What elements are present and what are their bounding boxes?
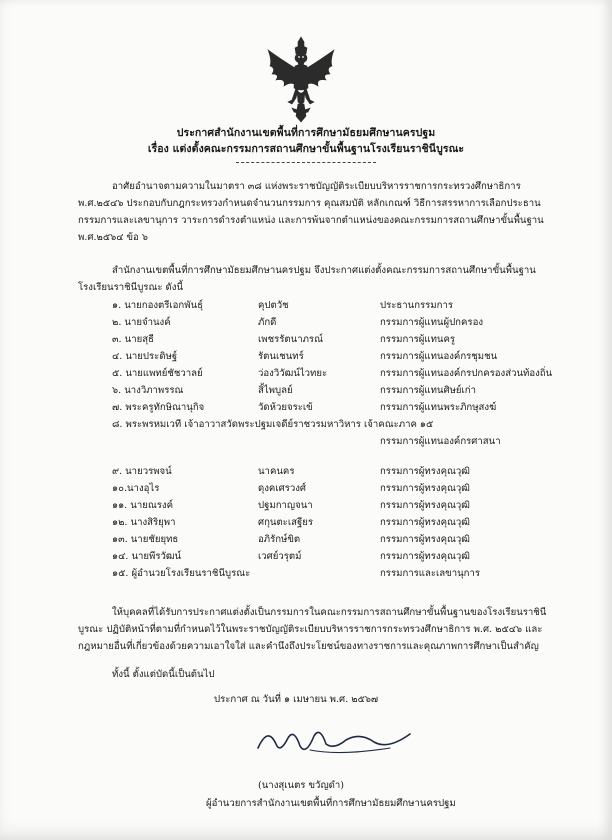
list-item bbox=[0, 383, 612, 399]
member-surname: ดุงคเศรวงศ์ bbox=[258, 483, 307, 494]
garuda-emblem bbox=[262, 36, 340, 124]
list-item bbox=[0, 464, 612, 480]
member-role: กรรมการผู้แทนองค์กรปกครองส่วนท้องถิ่น bbox=[380, 368, 553, 379]
list-item bbox=[0, 349, 612, 365]
member-name: ๗. พระครูทักษิณานุกิจ bbox=[112, 402, 205, 413]
proclamation-date: ประกาศ ณ วันที่ ๑ เมษายน พ.ศ. ๒๕๖๗ bbox=[214, 694, 379, 705]
member-role: กรรมการผู้ทรงคุณวุฒิ bbox=[380, 483, 470, 494]
member-name: ๖. นางวิภาพรรณ bbox=[112, 385, 184, 396]
member-surname: ศกุนตะเสฐียร bbox=[258, 517, 314, 528]
member-name: ๕. นายแพทย์ชัชวาลย์ bbox=[112, 368, 203, 379]
list-item bbox=[0, 481, 612, 497]
member-surname: นาคนคร bbox=[258, 466, 295, 477]
member-surname: เวศย์วรุตม์ bbox=[258, 551, 302, 562]
member-role: กรรมการผู้ทรงคุณวุฒิ bbox=[380, 551, 470, 562]
member-surname: ว่องวิวัฒน์ไวทยะ bbox=[258, 368, 328, 379]
announcement-title: ประกาศสำนักงานเขตพื้นที่การศึกษามัธยมศึกษานครปฐม bbox=[176, 127, 436, 139]
member-name: ๑๔. นายพีรวัฒน์ bbox=[112, 551, 182, 562]
list-item bbox=[0, 417, 612, 433]
paragraph-duties: ให้บุคคลที่ได้รับการประกาศแต่งตั้งเป็นกรรมการในคณะกรรมการสถานศึกษาขั้นพื้นฐานของโรงเรียนราชินีบูรณะ ปฏิบัติหน้าที่ตามที่กำหนดไว้ในพระราชบัญญัติระเบียบบริหารราชการกระทรวงศึกษาธิการ พ.ศ. ๒๕๔๖ และกฎหมายอื่นที่เกี่ยวข้องด้วยความเอาใจใส่ และคำนึงถึงประโยชน์ของทางราชการและคุณภาพการศึกษาเป็นสำคัญ bbox=[78, 607, 547, 652]
list-item bbox=[0, 549, 612, 565]
member-role: กรรมการผู้ทรงคุณวุฒิ bbox=[380, 534, 470, 545]
member-name: ๘. พระพรหมเวที เจ้าอาวาสวัดพระปฐมเจดีย์ราชวรมหาวิหาร เจ้าคณะภาค ๑๕ bbox=[112, 419, 434, 430]
member-role: กรรมการผู้แทนองค์กรศาสนา bbox=[380, 436, 501, 447]
member-surname: คุปตวัช bbox=[258, 300, 289, 311]
title-divider bbox=[236, 162, 376, 163]
announcement-subject: เรื่อง แต่งตั้งคณะกรรมการสถานศึกษาขั้นพื้นฐานโรงเรียนราชินีบูรณะ bbox=[147, 143, 465, 155]
member-name: ๑๒. นางสิริยุพา bbox=[112, 517, 176, 528]
signatory-name: (นางสุเนตร ขวัญดำ) bbox=[258, 780, 344, 791]
paragraph-effective: ทั้งนี้ ตั้งแต่บัดนี้เป็นต้นไป bbox=[112, 669, 215, 680]
member-role: กรรมการผู้ทรงคุณวุฒิ bbox=[380, 466, 470, 477]
list-item bbox=[0, 515, 612, 531]
member-name: ๑๐.นางอุไร bbox=[112, 483, 160, 494]
member-name: ๓. นายสุธี bbox=[112, 334, 154, 345]
list-item bbox=[0, 532, 612, 548]
list-item bbox=[0, 298, 612, 314]
member-role: กรรมการผู้ทรงคุณวุฒิ bbox=[380, 500, 470, 511]
member-name: ๑๓. นายชัยยุทธ bbox=[112, 534, 179, 545]
member-name: ๙. นายวรพจน์ bbox=[112, 466, 172, 477]
member-role: กรรมการผู้แทนศิษย์เก่า bbox=[380, 385, 476, 396]
list-item bbox=[0, 498, 612, 514]
member-role: กรรมการผู้แทนพระภิกษุสงฆ์ bbox=[380, 402, 497, 413]
list-item bbox=[0, 366, 612, 382]
list-item bbox=[0, 332, 612, 348]
member-name: ๑๕. ผู้อำนวยโรงเรียนราชินีบูรณะ bbox=[112, 568, 251, 579]
handwritten-signature bbox=[250, 720, 420, 760]
member-surname: เพชรรัตนาภรณ์ bbox=[258, 334, 323, 345]
member-role: กรรมการผู้แทนครู bbox=[380, 334, 456, 345]
list-item bbox=[0, 434, 612, 450]
member-name: ๒. นายจำนงค์ bbox=[112, 317, 171, 328]
member-surname: ภักดี bbox=[258, 317, 277, 328]
member-name: ๑. นายกองตรีเอกพันธุ์ bbox=[112, 300, 203, 311]
member-role: กรรมการผู้ทรงคุณวุฒิ bbox=[380, 517, 470, 528]
signatory-position: ผู้อำนวยการสำนักงานเขตพื้นที่การศึกษามัธยมศึกษานครปฐม bbox=[206, 798, 456, 809]
member-role: ประธานกรรมการ bbox=[380, 300, 453, 311]
member-surname: รัตนเชนทร์ bbox=[258, 351, 304, 362]
member-name: ๔. นายประดิษฐ์ bbox=[112, 351, 178, 362]
member-role: กรรมการผู้แทนผู้ปกครอง bbox=[380, 317, 484, 328]
member-name: ๑๑. นายณรงค์ bbox=[112, 500, 174, 511]
member-surname: ปฐมกาญจนา bbox=[258, 500, 313, 511]
member-role: กรรมการและเลขานุการ bbox=[380, 568, 481, 579]
paragraph-appointment: สำนักงานเขตพื้นที่การศึกษามัธยมศึกษานครปฐม จึงประกาศแต่งตั้งคณะกรรมการสถานศึกษาขั้นพื้นฐานโรงเรียนราชินีบูรณะ ดังนี้ bbox=[78, 265, 536, 293]
member-role: กรรมการผู้แทนองค์กรชุมชน bbox=[380, 351, 498, 362]
list-item bbox=[0, 315, 612, 331]
member-surname: วัดห้วยจระเข้ bbox=[258, 402, 313, 413]
list-item bbox=[0, 566, 612, 582]
paragraph-authority: อาศัยอำนาจตามความในมาตรา ๓๘ แห่งพระราชบัญญัติระเบียบบริหารราชการกระทรวงศึกษาธิการ พ.ศ.๒๕๔๖ ประกอบกับกฎกระทรวงกำหนดจำนวนกรรมการ คุณสมบัติ หลักเกณฑ์ วิธีการสรรหาการเลือกประธานกรรมการและเลขานุการ วาระการดำรงตำแหน่ง และการพ้นจากตำแหน่งของคณะกรรมการสถานศึกษาขั้นพื้นฐาน พ.ศ.๒๕๖๔ ข้อ ๖ bbox=[78, 181, 544, 243]
member-surname: สิ้ไพบูลย์ bbox=[258, 385, 293, 396]
member-surname: อภิรักษ์ขิต bbox=[258, 534, 301, 545]
list-item bbox=[0, 400, 612, 416]
